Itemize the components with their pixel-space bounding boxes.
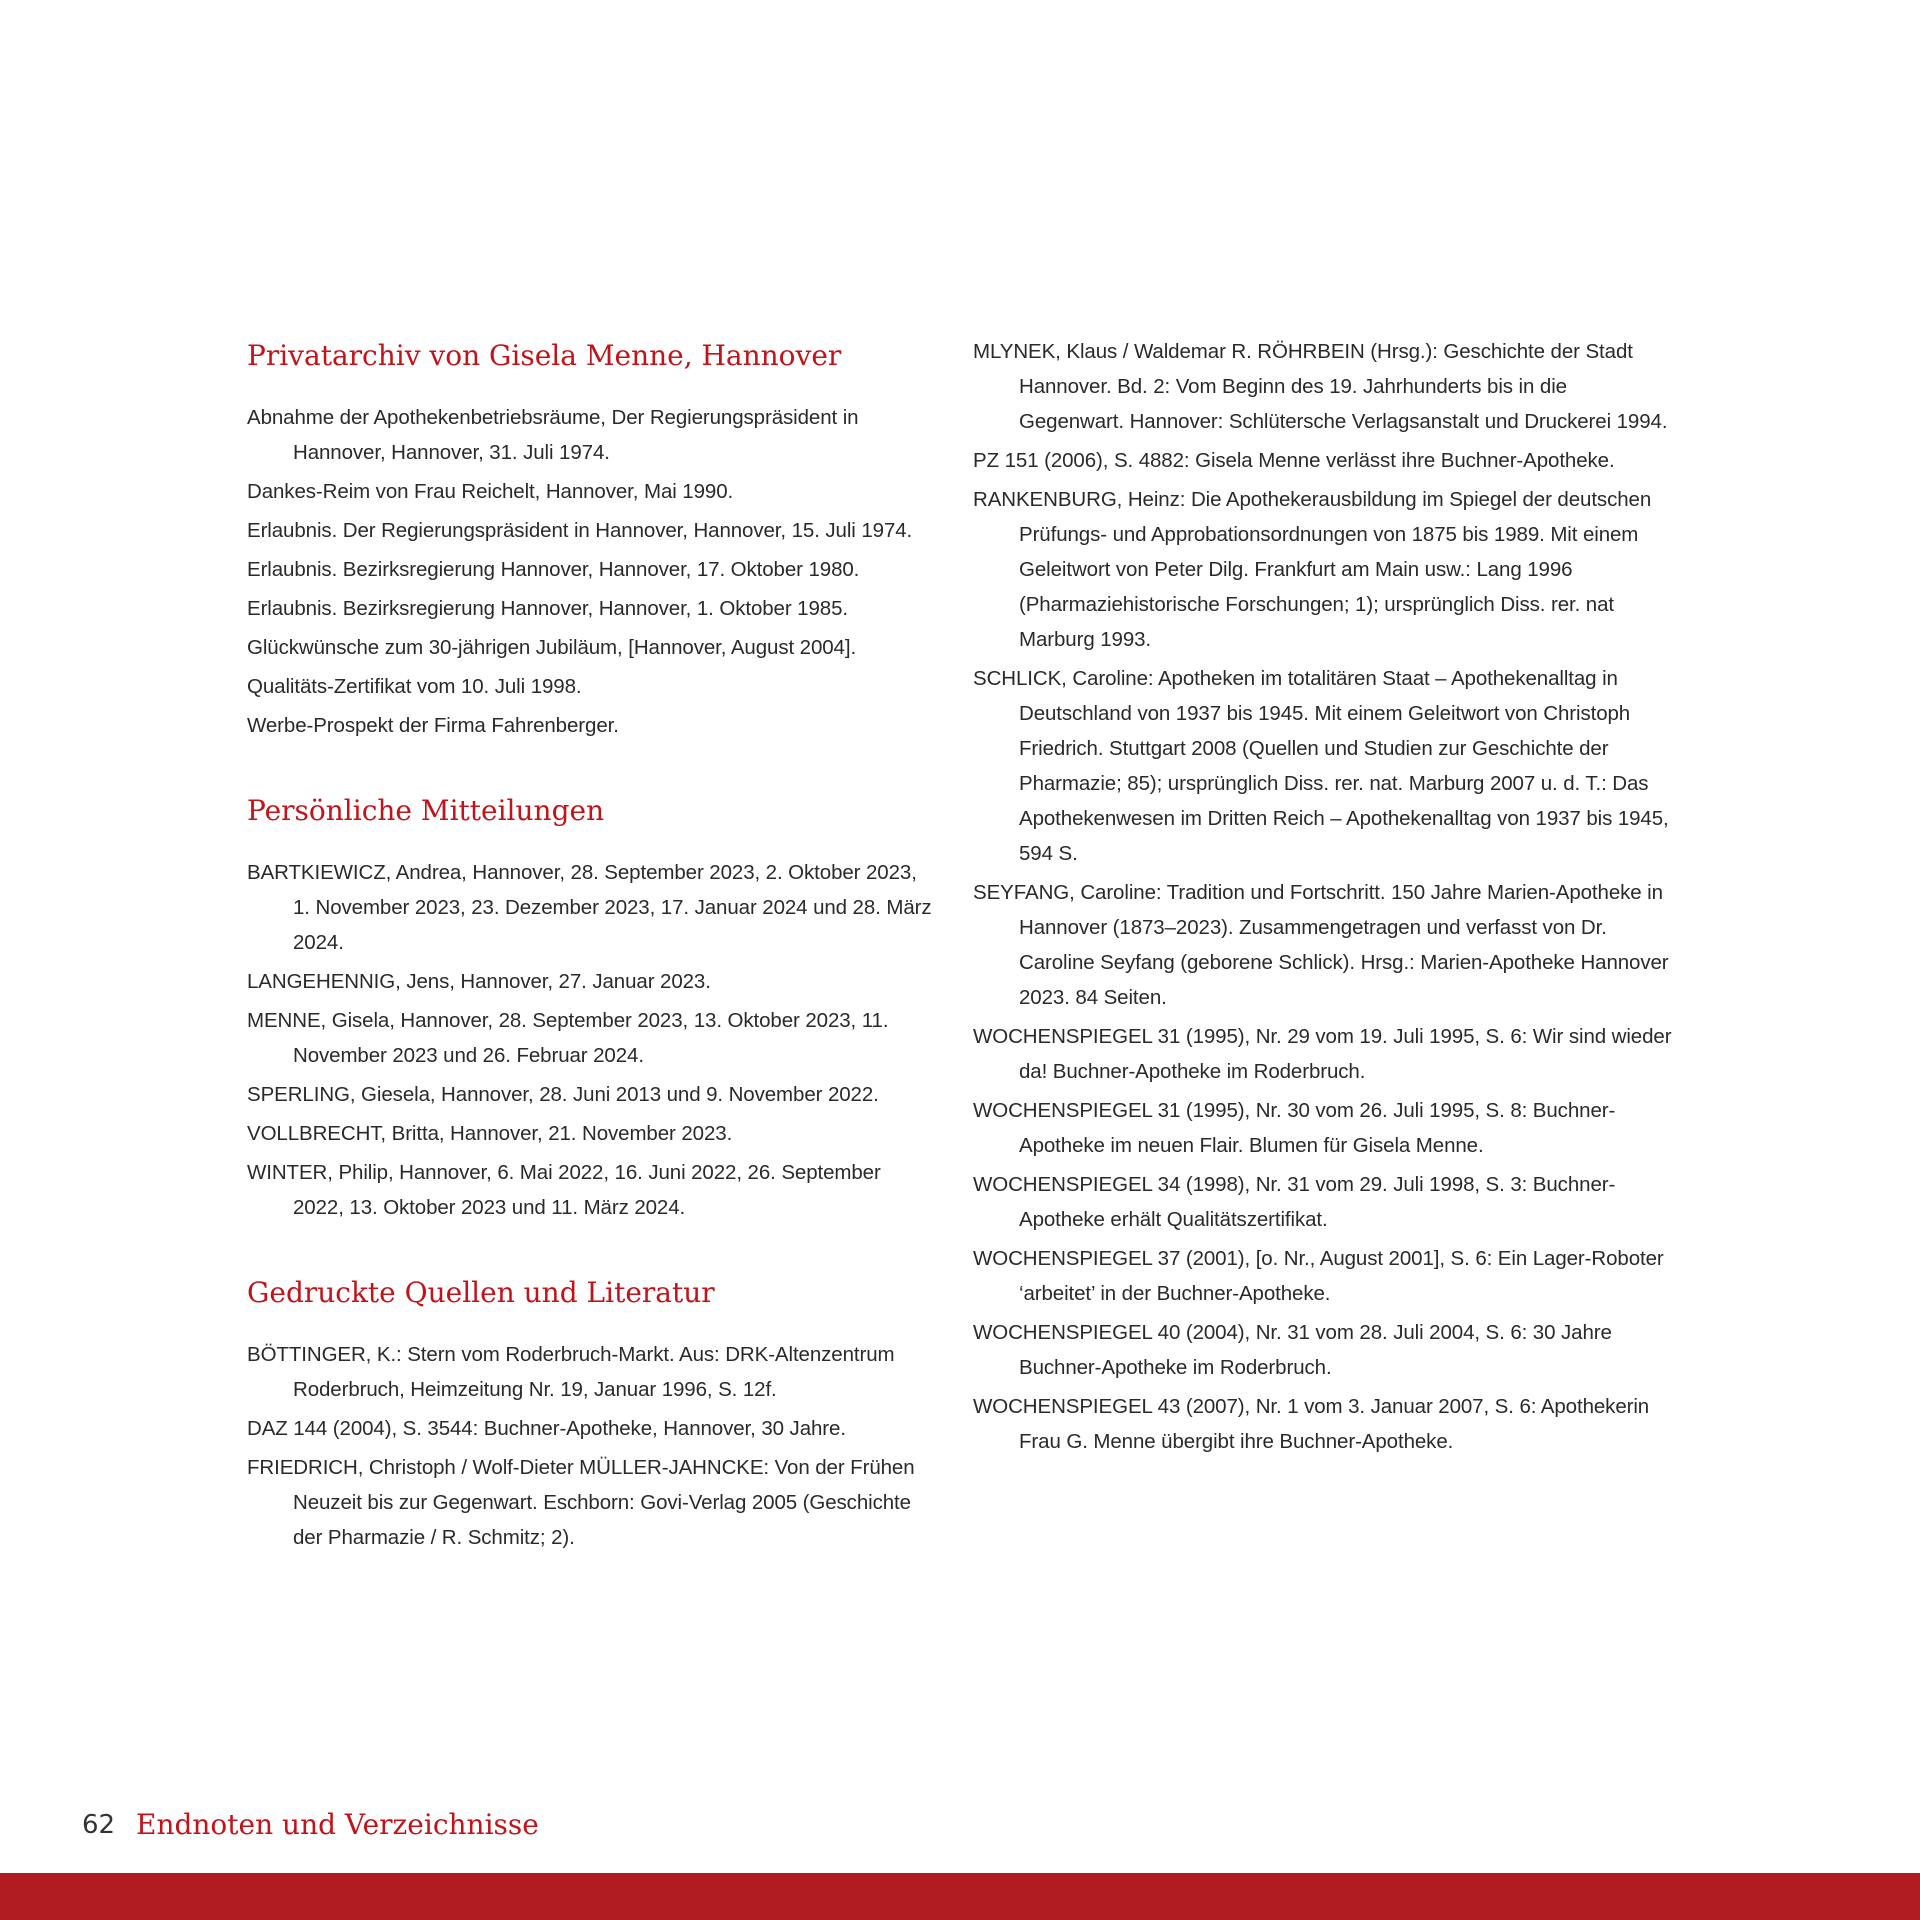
section-heading: Gedruckte Quellen und Literatur <box>247 1276 715 1309</box>
entry-list <box>247 855 937 1225</box>
list-item: Erlaubnis. Bezirksregierung Hannover, Hannover, 1. Oktober 1985. <box>247 597 848 620</box>
page-number: 62 <box>82 1810 116 1840</box>
list-item: WOCHENSPIEGEL 31 (1995), Nr. 29 vom 19. Juli 1995, S. 6: Wir sind wieder da! Buchner-Apotheke im Roderbruch. <box>973 1025 1672 1083</box>
list-item: WINTER, Philip, Hannover, 6. Mai 2022, 16. Juni 2022, 26. September 2022, 13. Oktober 2023 und 11. März 2024. <box>247 1161 881 1219</box>
footer-bar <box>0 1873 1920 1920</box>
list-item: WOCHENSPIEGEL 43 (2007), Nr. 1 vom 3. Januar 2007, S. 6: Apothekerin Frau G. Menne übergibt ihre Buchner-Apotheke. <box>973 1395 1650 1453</box>
list-item: Dankes-Reim von Frau Reichelt, Hannover, Mai 1990. <box>247 480 734 503</box>
list-item: FRIEDRICH, Christoph / Wolf-Dieter MÜLLER-JAHNCKE: Von der Frühen Neuzeit bis zur Gegenwart. Eschborn: Govi-Verlag 2005 (Geschichte der Pharmazie / R. Schmitz; 2). <box>247 1456 915 1549</box>
footer-title: Endnoten und Verzeichnisse <box>136 1808 539 1841</box>
list-item: LANGEHENNIG, Jens, Hannover, 27. Januar 2023. <box>247 970 711 993</box>
list-item: SEYFANG, Caroline: Tradition und Fortschritt. 150 Jahre Marien-Apotheke in Hannover (1873–2023). Zusammengetragen und verfasst von Dr. Caroline Seyfang (geborene Schlick). Hrsg.: Marien-Apotheke Hannover 2023. 84 Seiten. <box>973 881 1669 1009</box>
list-item: MLYNEK, Klaus / Waldemar R. RÖHRBEIN (Hrsg.): Geschichte der Stadt Hannover. Bd. 2: Vom Beginn des 19. Jahrhunderts bis in die Gegenwart. Hannover: Schlütersche Verlagsanstalt und Druckerei 1994. <box>973 340 1668 433</box>
entry-list <box>973 334 1673 1459</box>
list-item: WOCHENSPIEGEL 34 (1998), Nr. 31 vom 29. Juli 1998, S. 3: Buchner-Apotheke erhält Qualitätszertifikat. <box>973 1173 1616 1231</box>
list-item: PZ 151 (2006), S. 4882: Gisela Menne verlässt ihre Buchner-Apotheke. <box>973 449 1615 472</box>
section-persoenliche-mitteilungen <box>247 793 937 1225</box>
entry-list <box>247 400 937 743</box>
section-heading: Persönliche Mitteilungen <box>247 794 605 827</box>
list-item: SCHLICK, Caroline: Apotheken im totalitären Staat – Apothekenalltag in Deutschland von 1937 bis 1945. Mit einem Geleitwort von Christoph Friedrich. Stuttgart 2008 (Quellen und Studien zur Geschichte der Pharmazie; 85); ursprünglich Diss. rer. nat. Marburg 2007 u. d. T.: Das Apothekenwesen im Dritten Reich – Apothekenalltag von 1937 bis 1945, 594 S. <box>973 667 1669 865</box>
list-item: VOLLBRECHT, Britta, Hannover, 21. November 2023. <box>247 1122 733 1145</box>
list-item: Abnahme der Apothekenbetriebsräume, Der Regierungspräsident in Hannover, Hannover, 31. Juli 1974. <box>247 406 859 464</box>
list-item: Werbe-Prospekt der Firma Fahrenberger. <box>247 714 619 737</box>
left-column <box>247 330 937 1605</box>
list-item: Glückwünsche zum 30-jährigen Jubiläum, [Hannover, August 2004]. <box>247 636 857 659</box>
list-item: BÖTTINGER, K.: Stern vom Roderbruch-Markt. Aus: DRK-Altenzentrum Roderbruch, Heimzeitung Nr. 19, Januar 1996, S. 12f. <box>247 1343 895 1401</box>
list-item: Qualitäts-Zertifikat vom 10. Juli 1998. <box>247 675 582 698</box>
section-gedruckte-quellen <box>247 1275 937 1555</box>
list-item: Erlaubnis. Bezirksregierung Hannover, Hannover, 17. Oktober 1980. <box>247 558 860 581</box>
list-item: WOCHENSPIEGEL 37 (2001), [o. Nr., August 2001], S. 6: Ein Lager-Roboter ‘arbeitet’ in der Buchner-Apotheke. <box>973 1247 1664 1305</box>
right-column <box>973 334 1673 1463</box>
list-item: RANKENBURG, Heinz: Die Apothekerausbildung im Spiegel der deutschen Prüfungs- und Approbationsordnungen von 1875 bis 1989. Mit einem Geleitwort von Peter Dilg. Frankfurt am Main usw.: Lang 1996 (Pharmaziehistorische Forschungen; 1); ursprünglich Diss. rer. nat Marburg 1993. <box>973 488 1652 651</box>
section-heading: Privatarchiv von Gisela Menne, Hannover <box>247 339 842 372</box>
list-item: SPERLING, Giesela, Hannover, 28. Juni 2013 und 9. November 2022. <box>247 1083 879 1106</box>
list-item: WOCHENSPIEGEL 40 (2004), Nr. 31 vom 28. Juli 2004, S. 6: 30 Jahre Buchner-Apotheke im Roderbruch. <box>973 1321 1612 1379</box>
list-item: Erlaubnis. Der Regierungspräsident in Hannover, Hannover, 15. Juli 1974. <box>247 519 913 542</box>
list-item: BARTKIEWICZ, Andrea, Hannover, 28. September 2023, 2. Oktober 2023, 1. November 2023, 23. Dezember 2023, 17. Januar 2024 und 28. März 2024. <box>247 861 932 954</box>
list-item: MENNE, Gisela, Hannover, 28. September 2023, 13. Oktober 2023, 11. November 2023 und 26. Februar 2024. <box>247 1009 889 1067</box>
entry-list <box>247 1337 937 1555</box>
list-item: DAZ 144 (2004), S. 3544: Buchner-Apotheke, Hannover, 30 Jahre. <box>247 1417 846 1440</box>
list-item: WOCHENSPIEGEL 31 (1995), Nr. 30 vom 26. Juli 1995, S. 8: Buchner-Apotheke im neuen Flair. Blumen für Gisela Menne. <box>973 1099 1616 1157</box>
section-privatarchiv <box>247 338 937 743</box>
